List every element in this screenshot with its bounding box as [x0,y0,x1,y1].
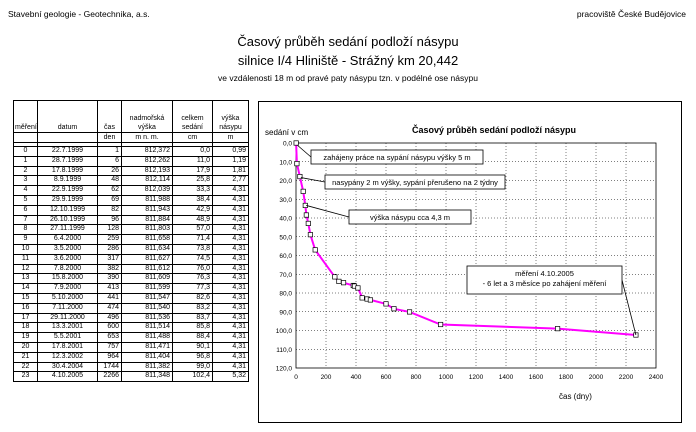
x-tick-label: 1000 [438,374,454,381]
table-cell: 811,536 [122,313,173,323]
table-cell: 2266 [98,372,122,382]
y-tick-label: 0,0 [282,140,292,148]
x-tick-label: 0 [294,374,298,381]
data-point [438,322,442,326]
table-cell: 88,4 [173,333,213,343]
table-cell: 964 [98,352,122,362]
column-header: datum [38,101,98,133]
table-cell: 4,31 [213,244,249,254]
table-cell: 811,514 [122,323,173,333]
table-cell: 23 [14,372,38,382]
table-cell: 90,1 [173,342,213,352]
table-row [14,313,249,323]
annotation-final-arrow [622,280,636,335]
table-cell: 811,609 [122,274,173,284]
table-cell: 42,9 [173,205,213,215]
table-cell: 17.8.1999 [38,166,98,176]
y-tick-label: 20,0 [279,178,292,185]
table-cell: 22 [14,362,38,372]
y-tick-label: 70,0 [279,271,292,279]
table-cell: 4,31 [213,215,249,225]
table-cell: 317 [98,254,122,264]
data-point [333,275,337,279]
column-header: měření [14,101,38,133]
table-cell: 69 [98,195,122,205]
table-cell: 0 [14,147,38,157]
table-cell: 73,8 [173,244,213,254]
table-cell: 14 [14,284,38,294]
table-row [14,362,249,372]
data-point [368,298,372,302]
table-cell: 382 [98,264,122,274]
table-cell: 4,31 [213,284,249,294]
table-row [14,293,249,303]
data-point [341,280,345,284]
table-cell: 4,31 [213,342,249,352]
table-cell: 3.6.2000 [38,254,98,264]
table-row [14,372,249,382]
table-cell: 57,0 [173,225,213,235]
table-cell: 96 [98,215,122,225]
column-unit: den [98,133,122,143]
table-cell: 77,3 [173,284,213,294]
table-cell: 812,262 [122,156,173,166]
table-row [14,235,249,245]
table-cell: 4,31 [213,205,249,215]
table-cell: 812,114 [122,176,173,186]
table-cell: 7 [14,215,38,225]
x-tick-label: 1600 [528,374,544,381]
table-row [14,274,249,284]
column-header: výška násypu [213,101,249,133]
table-cell: 4,31 [213,323,249,333]
annotation-start-arrow [297,145,311,157]
y-tick-label: 30,0 [279,196,292,204]
table-cell: 7.8.2000 [38,264,98,274]
table-cell: 82 [98,205,122,215]
table-cell: 812,193 [122,166,173,176]
document-subtitle: silnice I/4 Hliniště - Strážný km 20,442 [237,53,459,68]
table-cell: 96,8 [173,352,213,362]
table-row [14,225,249,235]
table-cell: 21 [14,352,38,362]
annotation-start-text: zahájeny práce na sypání násypu výšky 5 m [323,153,471,162]
table-cell: 38,4 [173,195,213,205]
table-cell: 4,31 [213,274,249,284]
table-row [14,323,249,333]
table-cell: 22.7.1999 [38,147,98,157]
table-cell: 811,547 [122,293,173,303]
table-cell: 12 [14,264,38,274]
table-row [14,186,249,196]
data-point [294,141,298,145]
table-cell: 600 [98,323,122,333]
table-cell: 811,803 [122,225,173,235]
table-cell: 7.9.2000 [38,284,98,294]
table-cell: 811,488 [122,333,173,343]
table-cell: 4,31 [213,313,249,323]
data-point [337,279,341,283]
column-unit [14,133,38,143]
annotation-final-text: - 6 let a 3 měsíce po zahájení měření [482,279,607,288]
table-cell: 811,540 [122,303,173,313]
y-tick-label: 80,0 [279,290,292,298]
table-cell: 29.9.1999 [38,195,98,205]
y-axis-label: sedání v cm [265,128,309,137]
y-tick-label: 50,0 [279,234,292,242]
table-cell: 3.5.2000 [38,244,98,254]
x-tick-label: 1800 [558,374,574,381]
table-cell: 811,943 [122,205,173,215]
table-cell: 20 [14,342,38,352]
table-cell: 83,7 [173,313,213,323]
chart-svg [259,102,681,422]
column-unit: m [213,133,249,143]
table-cell: 811,884 [122,215,173,225]
table-cell: 757 [98,342,122,352]
table-cell: 5.10.2000 [38,293,98,303]
table-cell: 12.10.1999 [38,205,98,215]
table-cell: 27.11.1999 [38,225,98,235]
table-cell: 19 [14,333,38,343]
table-cell: 6.4.2000 [38,235,98,245]
table-cell: 18 [14,323,38,333]
table-row [14,352,249,362]
series-line [296,143,636,335]
table-cell: 0,99 [213,147,249,157]
table-cell: 413 [98,284,122,294]
table-cell: 12.3.2002 [38,352,98,362]
table-cell: 17,9 [173,166,213,176]
table-cell: 4,31 [213,303,249,313]
column-header: čas [98,101,122,133]
x-tick-label: 2200 [618,374,634,381]
table-row [14,333,249,343]
table-cell: 811,404 [122,352,173,362]
data-point [392,307,396,311]
table-cell: 4.10.2005 [38,372,98,382]
table-cell: 15 [14,293,38,303]
data-point [356,286,360,290]
company-name: Stavební geologie - Geotechnika, a.s. [8,9,150,19]
table-cell: 1 [14,156,38,166]
table-cell: 9 [14,235,38,245]
table-cell: 11,0 [173,156,213,166]
table-cell: 811,612 [122,264,173,274]
y-tick-label: 90,0 [279,309,292,317]
table-cell: 28.7.1999 [38,156,98,166]
y-tick-label: 10,0 [279,159,292,167]
annotation-height-text: výška násypu cca 4,3 m [369,213,451,222]
table-cell: 1,81 [213,166,249,176]
table-cell: 4,31 [213,254,249,264]
x-tick-label: 2000 [588,374,604,381]
table-cell: 13 [14,274,38,284]
column-unit: m n. m. [122,133,173,143]
data-point [304,213,308,217]
table-cell: 62 [98,186,122,196]
table-row [14,254,249,264]
table-cell: 811,634 [122,244,173,254]
x-tick-label: 1200 [468,374,484,381]
table-cell: 26 [98,166,122,176]
table-cell: 17 [14,313,38,323]
table-cell: 811,599 [122,284,173,294]
settlement-chart [258,101,682,423]
table-cell: 286 [98,244,122,254]
data-point [298,174,302,178]
table-row [14,284,249,294]
data-point [555,326,559,330]
table-cell: 4,31 [213,186,249,196]
table-row [14,205,249,215]
table-cell: 15.8.2000 [38,274,98,284]
table-cell: 811,627 [122,254,173,264]
table-cell: 48 [98,176,122,186]
table-units-row [14,133,249,143]
table-cell: 102,4 [173,372,213,382]
table-cell: 48,9 [173,215,213,225]
data-point [295,161,299,165]
x-tick-label: 200 [320,374,332,381]
y-tick-label: 60,0 [279,253,292,260]
table-cell: 4,31 [213,362,249,372]
table-cell: 811,988 [122,195,173,205]
y-tick-label: 120,0 [275,365,292,373]
table-cell: 5,32 [213,372,249,382]
chart-title: Časový průběh sedání podloží násypu [411,125,577,135]
table-cell: 811,348 [122,372,173,382]
x-tick-label: 2400 [648,374,664,381]
table-cell: 4,31 [213,333,249,343]
data-point [306,221,310,225]
table-header-row [14,101,249,133]
table-row [14,176,249,186]
table-cell: 3 [14,176,38,186]
table-cell: 33,3 [173,186,213,196]
annotation-final-text: měření 4.10.2005 [515,269,574,278]
data-point [407,310,411,314]
data-point [384,302,388,306]
table-cell: 71,4 [173,235,213,245]
table-cell: 6 [14,205,38,215]
table-cell: 4 [14,186,38,196]
y-tick-label: 100,0 [275,328,292,335]
column-unit: cm [173,133,213,143]
table-cell: 25,8 [173,176,213,186]
table-cell: 812,039 [122,186,173,196]
y-tick-label: 40,0 [279,215,292,223]
annotation-pause-arrow [301,178,325,182]
table-cell: 4,31 [213,264,249,274]
table-cell: 13.3.2001 [38,323,98,333]
table-row [14,147,249,157]
table-cell: 85,8 [173,323,213,333]
table-cell: 1,19 [213,156,249,166]
table-cell: 4,31 [213,352,249,362]
table-cell: 99,0 [173,362,213,372]
table-cell: 390 [98,274,122,284]
table-row [14,195,249,205]
table-row [14,264,249,274]
column-header: celkem sedání [173,101,213,133]
x-tick-label: 800 [410,374,422,381]
table-cell: 0,0 [173,147,213,157]
office-name: pracoviště České Budějovice [576,9,686,19]
table-row [14,244,249,254]
table-cell: 76,3 [173,274,213,284]
table-cell: 11 [14,254,38,264]
table-row [14,215,249,225]
table-row [14,342,249,352]
table-cell: 30.4.2004 [38,362,98,372]
data-point [301,189,305,193]
data-point [313,248,317,252]
table-cell: 441 [98,293,122,303]
table-cell: 4,31 [213,195,249,205]
table-cell: 4,31 [213,293,249,303]
table-cell: 8 [14,225,38,235]
table-cell: 259 [98,235,122,245]
table-row [14,166,249,176]
table-cell: 6 [98,156,122,166]
column-unit [38,133,98,143]
table-cell: 496 [98,313,122,323]
y-tick-label: 110,0 [276,346,292,354]
table-cell: 811,382 [122,362,173,372]
table-cell: 76,0 [173,264,213,274]
table-cell: 22.9.1999 [38,186,98,196]
table-cell: 812,372 [122,147,173,157]
table-cell: 4,31 [213,225,249,235]
table-cell: 16 [14,303,38,313]
table-cell: 7.11.2000 [38,303,98,313]
table-cell: 5 [14,195,38,205]
table-cell: 2,77 [213,176,249,186]
column-header: nadmořská výška [122,101,173,133]
table-cell: 5.5.2001 [38,333,98,343]
document-title: Časový průběh sedání podloží násypu [237,34,459,49]
table-cell: 82,6 [173,293,213,303]
x-tick-label: 1400 [498,374,514,381]
x-tick-label: 600 [380,374,392,381]
table-row [14,303,249,313]
table-cell: 474 [98,303,122,313]
x-axis-label: čas (dny) [559,392,592,401]
table-cell: 83,2 [173,303,213,313]
table-cell: 29.11.2000 [38,313,98,323]
table-cell: 74,5 [173,254,213,264]
table-cell: 8.9.1999 [38,176,98,186]
document-note: ve vzdálenosti 18 m od pravé paty násypu tzn. v podélné ose násypu [218,73,478,83]
table-cell: 653 [98,333,122,343]
table-cell: 1744 [98,362,122,372]
table-cell: 811,471 [122,342,173,352]
table-row [14,156,249,166]
table-cell: 1 [98,147,122,157]
data-point [360,296,364,300]
table-cell: 2 [14,166,38,176]
x-tick-label: 400 [350,374,362,381]
table-cell: 4,31 [213,235,249,245]
measurement-table [13,100,249,382]
table-cell: 17.8.2001 [38,342,98,352]
table-cell: 811,658 [122,235,173,245]
table-cell: 10 [14,244,38,254]
table-cell: 128 [98,225,122,235]
annotation-pause-text: nasypány 2 m výšky, sypání přerušeno na 2 týdny [332,178,498,187]
table-cell: 26.10.1999 [38,215,98,225]
annotation-height-arrow [306,205,349,217]
data-point [308,232,312,236]
